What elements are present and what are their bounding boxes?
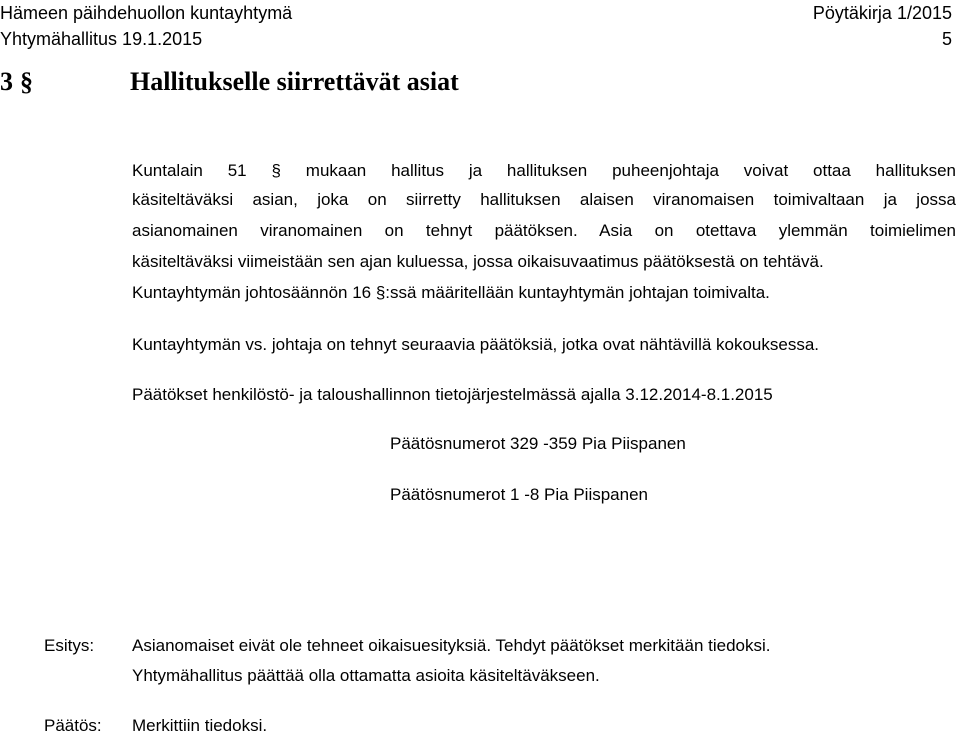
body-line-4: käsiteltäväksi viimeistään sen ajan kuluessa, jossa oikaisuvaatimus päätöksestä on tehtävä. — [132, 252, 824, 271]
body-line-2: käsiteltäväksi asian, joka on siirretty hallituksen alaisen viranomaisen toimivaltaan ja jossa — [132, 190, 956, 209]
meeting-name: Yhtymähallitus 19.1.2015 — [0, 29, 203, 49]
section-number: 3 — [0, 67, 13, 96]
body-line-5: Kuntayhtymän johtosäännön 16 §:ssä määritellään kuntayhtymän johtajan toimivalta. — [132, 283, 770, 302]
decision-numbers-2: Päätösnumerot 1 -8 Pia Piispanen — [390, 485, 648, 504]
proposal-line-1: Asianomaiset eivät ole tehneet oikaisuesityksiä. Tehdyt päätökset merkitään tiedoksi. — [132, 636, 771, 655]
section-title: Hallitukselle siirrettävät asiat — [130, 67, 459, 96]
proposal-label: Esitys: — [44, 636, 95, 655]
body-line-1: Kuntalain 51 § mukaan hallitus ja hallituksen puheenjohtaja voivat ottaa hallituksen — [132, 161, 956, 180]
decision-numbers-1: Päätösnumerot 329 -359 Pia Piispanen — [390, 434, 686, 453]
body-line-3: asianomainen viranomainen on tehnyt päätöksen. Asia on otettava ylemmän toimielimen — [132, 221, 956, 240]
page-number: 5 — [941, 29, 952, 49]
section-symbol: § — [20, 67, 33, 96]
paragraph-decisions-intro: Kuntayhtymän vs. johtaja on tehnyt seuraavia päätöksiä, jotka ovat nähtävillä kokouksessa. — [132, 335, 820, 354]
proposal-line-2: Yhtymähallitus päättää olla ottamatta asioita käsiteltäväkseen. — [132, 666, 600, 685]
section-heading — [0, 64, 459, 100]
decision-label: Päätös: — [44, 716, 102, 735]
paragraph-decisions-period: Päätökset henkilöstö- ja taloushallinnon tietojärjestelmässä ajalla 3.12.2014-8.1.2015 — [132, 385, 773, 404]
document-id: Pöytäkirja 1/2015 — [812, 3, 952, 23]
organization-name: Hämeen päihdehuollon kuntayhtymä — [0, 3, 293, 23]
decision-text: Merkittiin tiedoksi. — [132, 716, 268, 735]
